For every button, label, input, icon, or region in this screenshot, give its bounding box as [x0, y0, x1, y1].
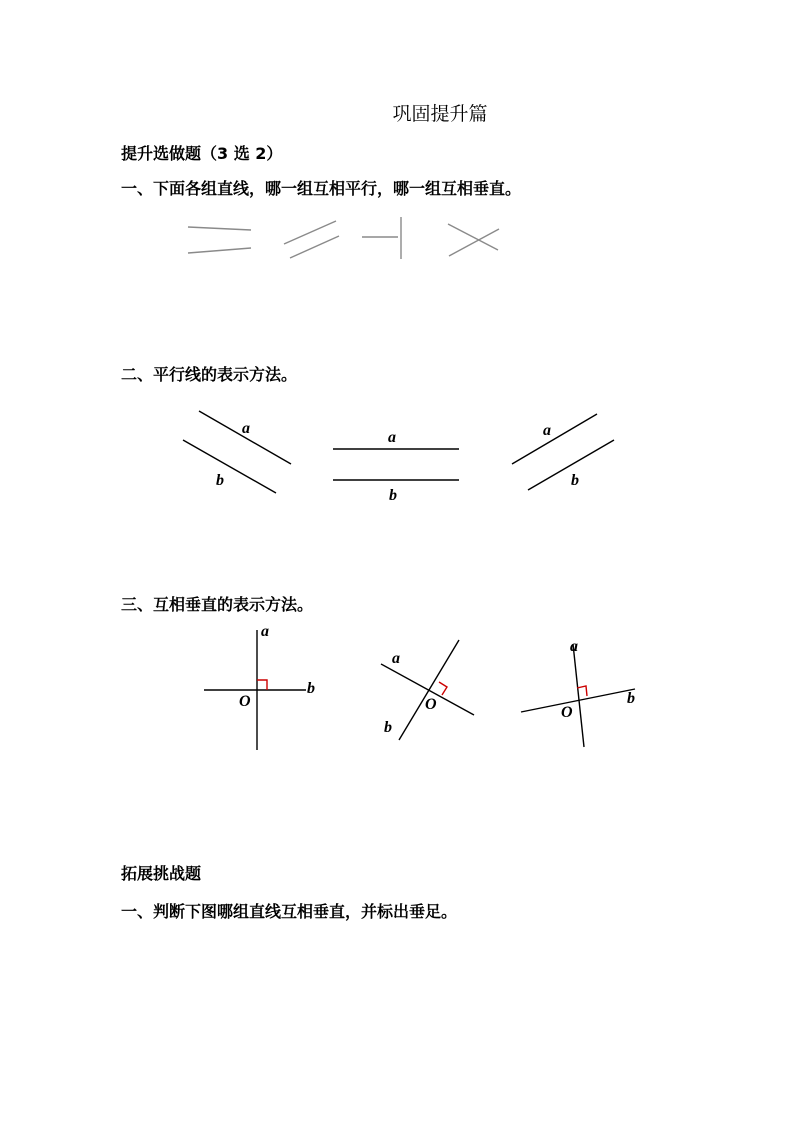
perp3-label-a: a	[570, 638, 578, 655]
group1-line-bottom	[188, 248, 251, 253]
group1-line-top	[188, 227, 251, 230]
group4-line-2	[449, 229, 499, 256]
group4-line-1	[448, 224, 498, 250]
perp2-right-angle-mark	[439, 682, 447, 695]
question-1-text: 一、下面各组直线，哪一组互相平行，哪一组互相垂直。	[121, 179, 522, 198]
perp2-line-b	[399, 640, 459, 740]
question-3-text: 三、互相垂直的表示方法。	[121, 595, 314, 614]
section-heading-improve: 提升选做题（3 选 2）	[121, 144, 283, 163]
perp1-label-b: b	[307, 680, 315, 697]
group2-line-bottom	[290, 236, 339, 258]
perp3-label-b: b	[627, 690, 635, 707]
parallel3-label-b: b	[571, 472, 579, 489]
perp2-label-b: b	[384, 719, 392, 736]
question-2-text: 二、平行线的表示方法。	[121, 365, 298, 384]
perpendicular-lines-figure	[195, 620, 655, 760]
parallel2-label-b: b	[389, 487, 397, 504]
perp2-label-a: a	[392, 650, 400, 667]
parallel1-label-b: b	[216, 472, 224, 489]
parallel1-label-a: a	[242, 420, 250, 437]
parallel3-label-a: a	[543, 422, 551, 439]
perp1-label-a: a	[261, 623, 269, 640]
parallel1-line-a	[199, 411, 291, 464]
perp3-line-a	[573, 644, 584, 747]
perp2-label-o: O	[425, 696, 437, 713]
parallel-lines-figure	[170, 400, 640, 510]
perp1-label-o: O	[239, 693, 251, 710]
parallel2-label-a: a	[388, 429, 396, 446]
line-groups-figure	[180, 210, 540, 270]
perp3-label-o: O	[561, 704, 573, 721]
section-heading-challenge: 拓展挑战题	[121, 864, 202, 883]
challenge-question-1-text: 一、判断下图哪组直线互相垂直，并标出垂足。	[121, 902, 458, 921]
perp1-right-angle-mark	[257, 680, 267, 690]
page-title: 巩固提升篇	[392, 103, 488, 125]
